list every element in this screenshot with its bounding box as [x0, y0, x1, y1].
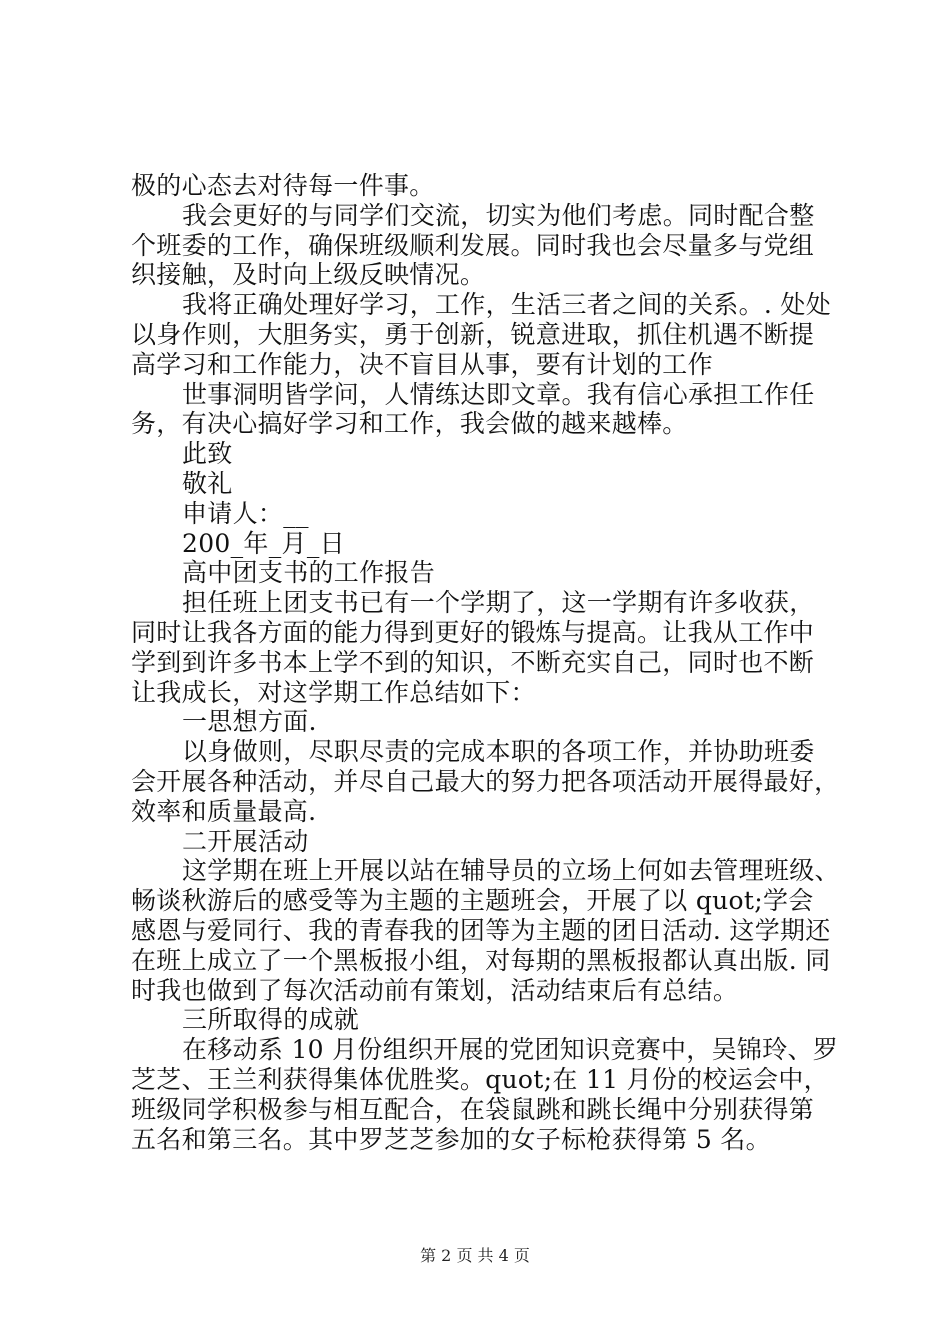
text-line: 极的心态去对待每一件事。: [131, 171, 435, 200]
text-line: 在移动系 10 月份组织开展的党团知识竞赛中，吴锦玲、罗: [182, 1035, 839, 1065]
text-line: 在班上成立了一个黑板报小组，对每期的黑板报都认真出版. 同: [131, 945, 831, 975]
text-line: 织接触，及时向上级反映情况。: [131, 260, 486, 290]
text-line: 五名和第三名。其中罗芝芝参加的女子标枪获得第 5 名。: [131, 1124, 771, 1154]
text-line: 200_年_月_日: [182, 528, 345, 558]
text-line: 畅谈秋游后的感受等为主题的主题班会，开展了以 quot;学会: [131, 886, 814, 916]
text-line: 我会更好的与同学们交流，切实为他们考虑。同时配合整: [182, 200, 815, 230]
text-line: 高中团支书的工作报告: [182, 558, 436, 588]
text-line: 务，有决心搞好学习和工作，我会做的越来越棒。: [131, 409, 688, 439]
text-line: 班级同学积极参与相互配合，在袋鼠跳和跳长绳中分别获得第: [131, 1094, 815, 1124]
text-line: 世事洞明皆学问，人情练达即文章。我有信心承担工作任: [182, 379, 815, 409]
text-line: 这学期在班上开展以站在辅导员的立场上何如去管理班级、: [182, 856, 840, 886]
text-line: 让我成长，对这学期工作总结如下：: [131, 677, 536, 707]
text-line: 三所取得的成就: [182, 1005, 360, 1035]
text-line: 申请人：__: [182, 498, 309, 528]
text-line: 感恩与爱同行、我的青春我的团等为主题的团日活动. 这学期还: [131, 915, 831, 945]
text-line: 敬礼: [182, 468, 233, 498]
text-line: 二开展活动: [182, 826, 309, 856]
text-line: 学到到许多书本上学不到的知识，不断充实自己，同时也不断: [131, 647, 815, 677]
text-line: 效率和质量最高.: [131, 796, 317, 826]
text-line: 会开展各种活动，并尽自己最大的努力把各项活动开展得最好，: [131, 766, 840, 796]
text-line: 同时让我各方面的能力得到更好的锻炼与提高。让我从工作中: [131, 617, 815, 647]
text-line: 此致: [182, 439, 233, 469]
text-line: 以身作则，大胆务实，勇于创新，锐意进取，抓住机遇不断提: [131, 319, 815, 349]
text-line: 芝芝、王兰利获得集体优胜奖。quot;在 11 月份的校运会中，: [131, 1064, 829, 1094]
text-line: 一思想方面.: [182, 707, 317, 737]
text-line: 以身做则，尽职尽责的完成本职的各项工作，并协助班委: [182, 737, 815, 767]
page-number-footer: 第 2 页 共 4 页: [420, 1246, 530, 1265]
text-line: 时我也做到了每次活动前有策划，活动结束后有总结。: [131, 975, 739, 1005]
document-body: [131, 171, 840, 1154]
text-line: 个班委的工作，确保班级顺利发展。同时我也会尽量多与党组: [131, 230, 815, 260]
text-line: 我将正确处理好学习，工作，生活三者之间的关系。. 处处: [182, 290, 831, 320]
text-line: 高学习和工作能力，决不盲目从事，要有计划的工作: [131, 349, 713, 379]
text-line: 担任班上团支书已有一个学期了，这一学期有许多收获，: [182, 588, 815, 618]
